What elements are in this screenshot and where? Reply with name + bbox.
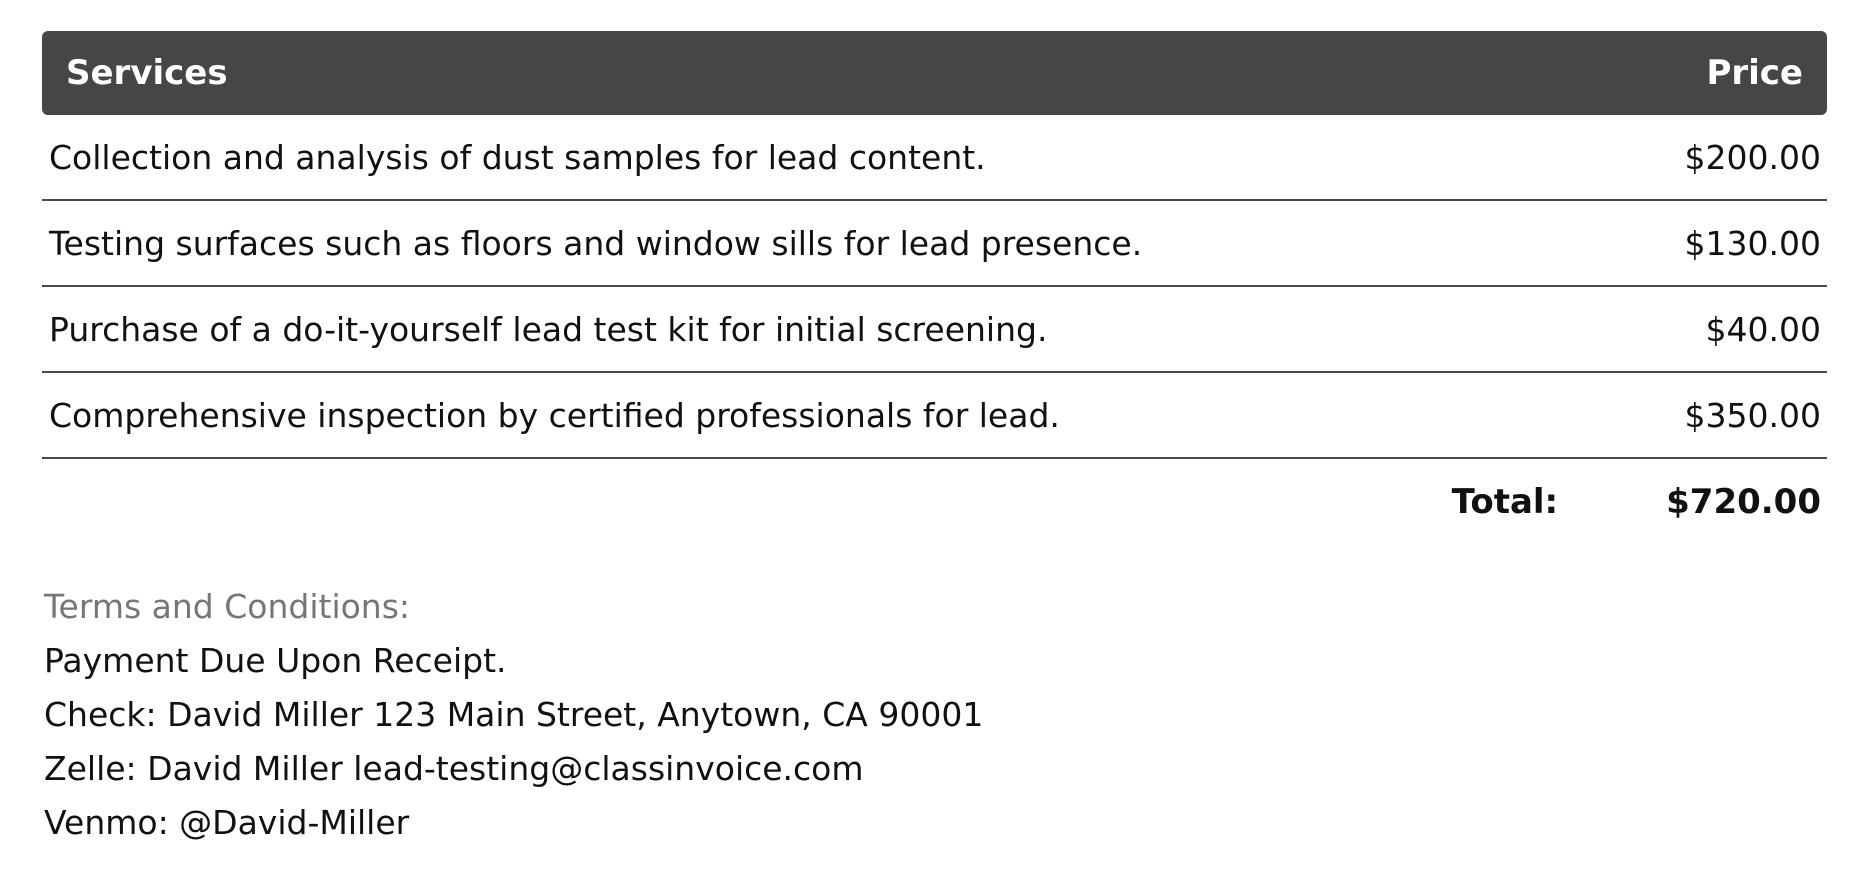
total-value: $720.00 <box>1666 482 1821 522</box>
table-row <box>42 373 1827 459</box>
terms-title: Terms and Conditions: <box>44 587 411 626</box>
table-body <box>42 115 1827 459</box>
service-price: $200.00 <box>1684 137 1821 177</box>
service-price: $40.00 <box>1705 309 1821 349</box>
terms-payment-due: Payment Due Upon Receipt. <box>44 641 507 680</box>
service-description: Comprehensive inspection by certified professionals for lead. <box>49 395 1060 435</box>
total-label: Total: <box>1451 482 1559 522</box>
terms-zelle-info: Zelle: David Miller lead-testing@classinvoice.com <box>44 749 864 788</box>
price-column-header: Price <box>1706 53 1803 93</box>
terms-venmo-info: Venmo: @David-Miller <box>44 803 410 842</box>
service-description: Collection and analysis of dust samples for lead content. <box>49 137 986 177</box>
table-header <box>42 31 1827 115</box>
table-row <box>42 201 1827 287</box>
services-column-header: Services <box>66 53 228 93</box>
terms-check-info: Check: David Miller 123 Main Street, Anytown, CA 90001 <box>44 695 984 734</box>
services-table <box>42 31 1827 545</box>
terms-section <box>44 580 983 850</box>
table-row <box>42 287 1827 373</box>
table-row <box>42 115 1827 201</box>
total-row <box>42 459 1827 545</box>
service-price: $130.00 <box>1684 223 1821 263</box>
service-description: Testing surfaces such as floors and window sills for lead presence. <box>49 223 1143 263</box>
service-price: $350.00 <box>1684 395 1821 435</box>
service-description: Purchase of a do-it-yourself lead test kit for initial screening. <box>49 309 1048 349</box>
